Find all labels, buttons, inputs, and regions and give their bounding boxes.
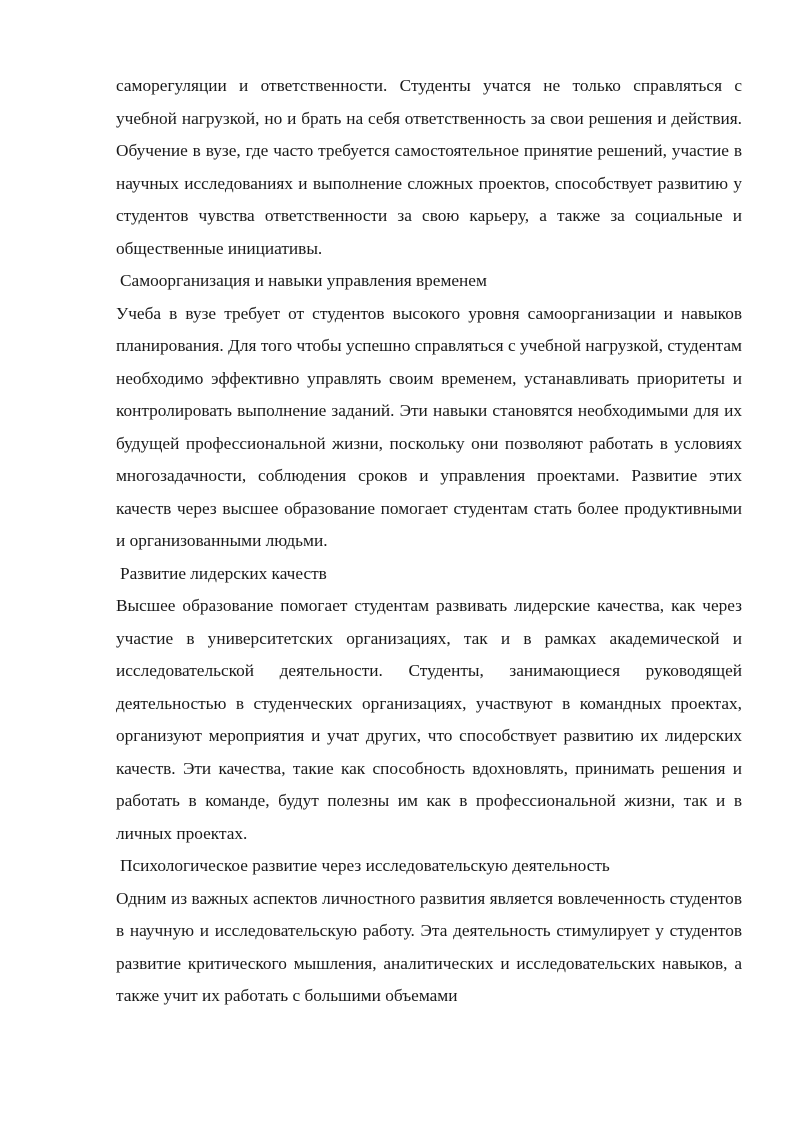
paragraph-self-organization: Учеба в вузе требует от студентов высокого уровня самоорганизации и навыков планирования. Для того чтобы успешно справляться с учебной нагрузкой, студентам необходимо эффективно управлять своим временем, устанавливать приоритеты и контролировать выполнение заданий. Эти навыки становятся необходимыми для их будущей профессиональной жизни, поскольку они позволяют работать в условиях многозадачности, соблюдения сроков и управления проектами. Развитие этих качеств через высшее образование помогает студентам стать более продуктивными и организованными людьми. — [116, 303, 742, 550]
paragraph-leadership: Высшее образование помогает студентам развивать лидерские качества, как через участие в университетских организациях, так и в рамках академической и исследовательской деятельности. Студенты, занимающиеся руководящей деятельностью в студенческих организациях, участвуют в командных проектах, организуют мероприятия и учат других, что способствует развитию их лидерских качеств. Эти качества, такие как способность вдохновлять, принимать решения и работать в команде, будут полезны им как в профессиональной жизни, так и в личных проектах. — [116, 596, 742, 843]
document-page — [116, 70, 742, 1013]
heading-research: Психологическое развитие через исследовательскую деятельность — [120, 856, 610, 875]
paragraph-research: Одним из важных аспектов личностного развития является вовлеченность студентов в научную и исследовательскую работу. Эта деятельность стимулирует у студентов развитие критического мышления, аналитических и исследовательских навыков, а также учит их работать с большими объемами — [116, 888, 742, 1005]
paragraph-responsibility: саморегуляции и ответственности. Студенты учатся не только справляться с учебной нагрузкой, но и брать на себя ответственность за свои решения и действия. Обучение в вузе, где часто требуется самостоятельное принятие решений, участие в научных исследованиях и выполнение сложных проектов, способствует развитию у студентов чувства ответственности за свою карьеру, а также за социальные и общественные инициативы. — [116, 76, 742, 258]
heading-self-organization: Самоорганизация и навыки управления временем — [120, 271, 487, 290]
heading-leadership: Развитие лидерских качеств — [120, 563, 327, 583]
